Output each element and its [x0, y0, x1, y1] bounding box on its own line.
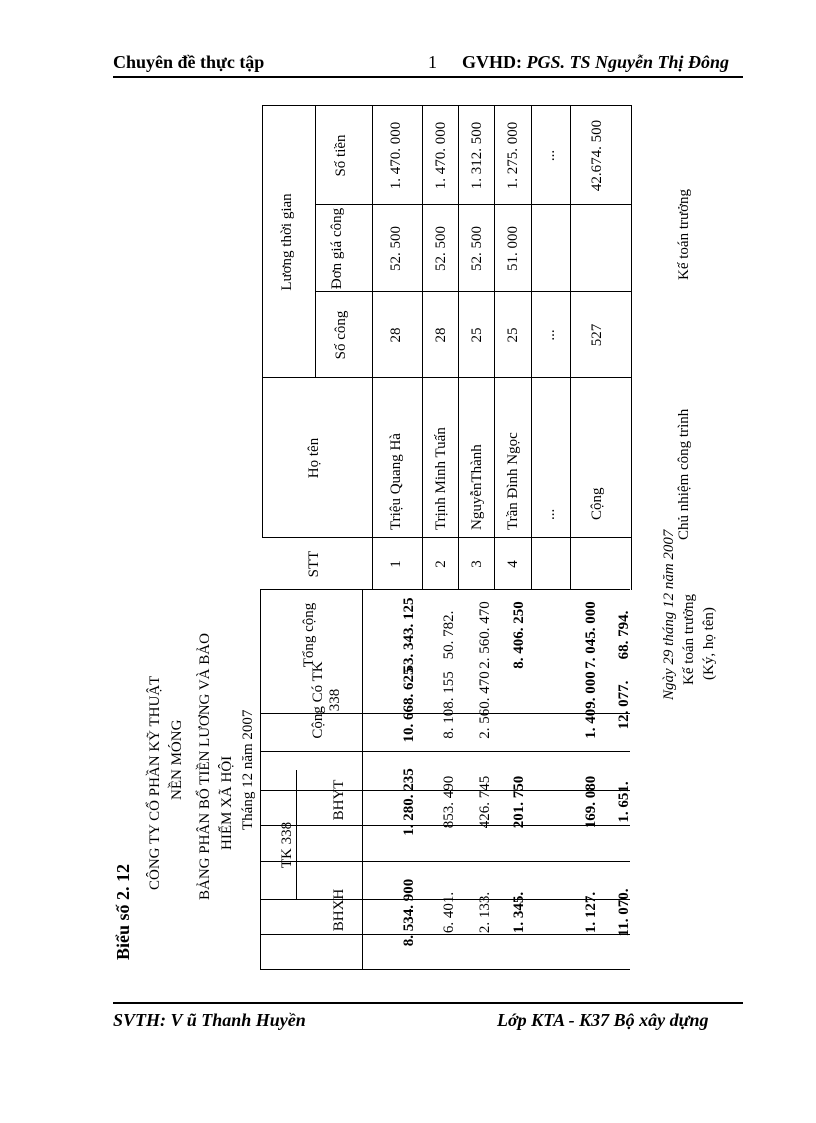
cell-bhyt: 201. 750 — [511, 775, 527, 829]
cell-rate: 52. 500 — [388, 226, 404, 271]
header-right-prefix: GVHD: — [462, 52, 527, 72]
cell-amount: 1. 470. 000 — [388, 121, 404, 190]
cell-name: Triệu Quang Hà — [388, 433, 404, 530]
cell-bhyt: 853. 490 — [441, 775, 457, 829]
signature-accountant: Kế toán trưởng — [681, 593, 697, 685]
company-line2: NỀN MÓNG — [169, 719, 185, 800]
cell-total: 2. 560. 470 — [477, 601, 493, 669]
cell-bhyt: 169. 080 — [583, 775, 599, 829]
col-days: Số công — [333, 310, 349, 360]
col-tk338: TK 338 — [279, 821, 295, 869]
signature-accountant-2: Kế toán trưởng — [676, 188, 692, 280]
signature-hint: (Ký, họ tên) — [701, 607, 717, 680]
cell-bhyt: 1. 280. 235 — [401, 768, 417, 836]
cell-rate: 52. 500 — [469, 226, 485, 271]
cell-amount: 42.674. 500 — [589, 119, 605, 192]
page-number: 1 — [428, 52, 437, 72]
cell-days: 25 — [469, 327, 485, 343]
footer-left: SVTH: V ũ Thanh Huyền — [113, 1010, 306, 1030]
cell-bhxh: 1. 127. — [583, 891, 599, 934]
footer-right: Lớp KTA - K37 Bộ xây dựng — [497, 1010, 709, 1030]
rotated-document — [100, 100, 717, 970]
cell-sum338: 8. 108. 155 — [441, 671, 457, 739]
cell-stt: 3 — [469, 560, 485, 568]
cell-bhxh: 6. 401. — [441, 891, 457, 934]
doc-period: Tháng 12 năm 2007 — [240, 709, 256, 830]
cell-sum338: 2. 560. 470 — [477, 671, 493, 739]
cell-total: 8. 406. 250 — [511, 601, 527, 669]
cell-name: Trần Đình Ngọc — [505, 432, 521, 530]
cell-amount: 1. 470. 000 — [433, 121, 449, 190]
cell-stt: 1 — [388, 560, 404, 568]
cell-days: 28 — [433, 327, 449, 343]
cell-rate: 51. 000 — [505, 226, 521, 271]
advisor-name: PGS. TS Nguyễn Thị Đông — [526, 52, 730, 72]
col-total: Tổng cộng — [301, 602, 317, 668]
cell-total: 50. 782. — [441, 610, 457, 660]
cell-name: NguyễnThành — [469, 444, 485, 530]
cell-days: 28 — [388, 327, 404, 343]
signature-project-lead: Chủ nhiệm công trình — [676, 408, 692, 540]
footer-rule — [113, 1002, 743, 1004]
header-right — [462, 52, 729, 73]
cell-amount: 1. 312. 500 — [469, 121, 485, 190]
cell-bhxh: 1. 345. — [511, 891, 527, 934]
cell-total: 68. 794. — [616, 610, 632, 660]
cell-total: 53. 343. 125 — [401, 597, 417, 673]
cell-days: 25 — [505, 327, 521, 343]
col-rate: Đơn giá công — [329, 207, 345, 290]
col-amount: Số tiền — [333, 134, 349, 177]
doc-label: Biểu số 2. 12 — [113, 863, 133, 960]
cell-bhxh: 11. 070. — [616, 888, 632, 937]
cell-days: 527 — [589, 323, 605, 347]
doc-title-line2: HIỂM XÃ HỘI — [219, 755, 235, 850]
cell-total: 7. 045. 000 — [583, 601, 599, 669]
company-line1: CÔNG TY CỔ PHẦN KỸ THUẬT — [147, 675, 163, 890]
col-sum338: Cộng Có TK 338 — [310, 661, 343, 739]
doc-title-line1: BẢNG PHÂN BỔ TIỀN LƯƠNG VÀ BẢO — [197, 633, 213, 900]
cell-rate: 52. 500 — [433, 226, 449, 271]
cell-name: Cộng — [589, 487, 605, 520]
signature-date: Ngày 29 tháng 12 năm 2007 — [661, 529, 677, 700]
col-name: Họ tên — [306, 437, 322, 479]
cell-sum338: 12. 077. — [616, 680, 632, 730]
col-bhyt: BHYT — [331, 779, 347, 821]
cell-sum338: 10. 668. 625 — [401, 667, 417, 743]
cell-bhyt: 1. 651. — [616, 781, 632, 823]
cell-bhxh: 8. 534. 900 — [401, 878, 417, 947]
cell-sum338: 1. 409. 000 — [583, 671, 599, 739]
cell-amount: 1. 275. 000 — [505, 121, 521, 190]
col-stt: STT — [306, 550, 322, 578]
cell-stt: 2 — [433, 560, 449, 568]
cell-bhyt: 426. 745 — [477, 775, 493, 829]
cell-amount: ... — [542, 149, 558, 162]
cell-bhxh: 2. 133. — [477, 891, 493, 934]
cell-name: Trịnh Minh Tuấn — [433, 427, 449, 530]
header-rule — [113, 76, 743, 78]
cell-stt: 4 — [505, 560, 521, 568]
cell-name: ... — [542, 508, 558, 520]
header-left: Chuyên đề thực tập — [113, 52, 265, 72]
col-bhxh: BHXH — [331, 888, 347, 932]
cell-days: ... — [542, 329, 558, 341]
col-time-wage: Lương thời gian — [279, 193, 295, 291]
title-underline — [260, 590, 261, 970]
